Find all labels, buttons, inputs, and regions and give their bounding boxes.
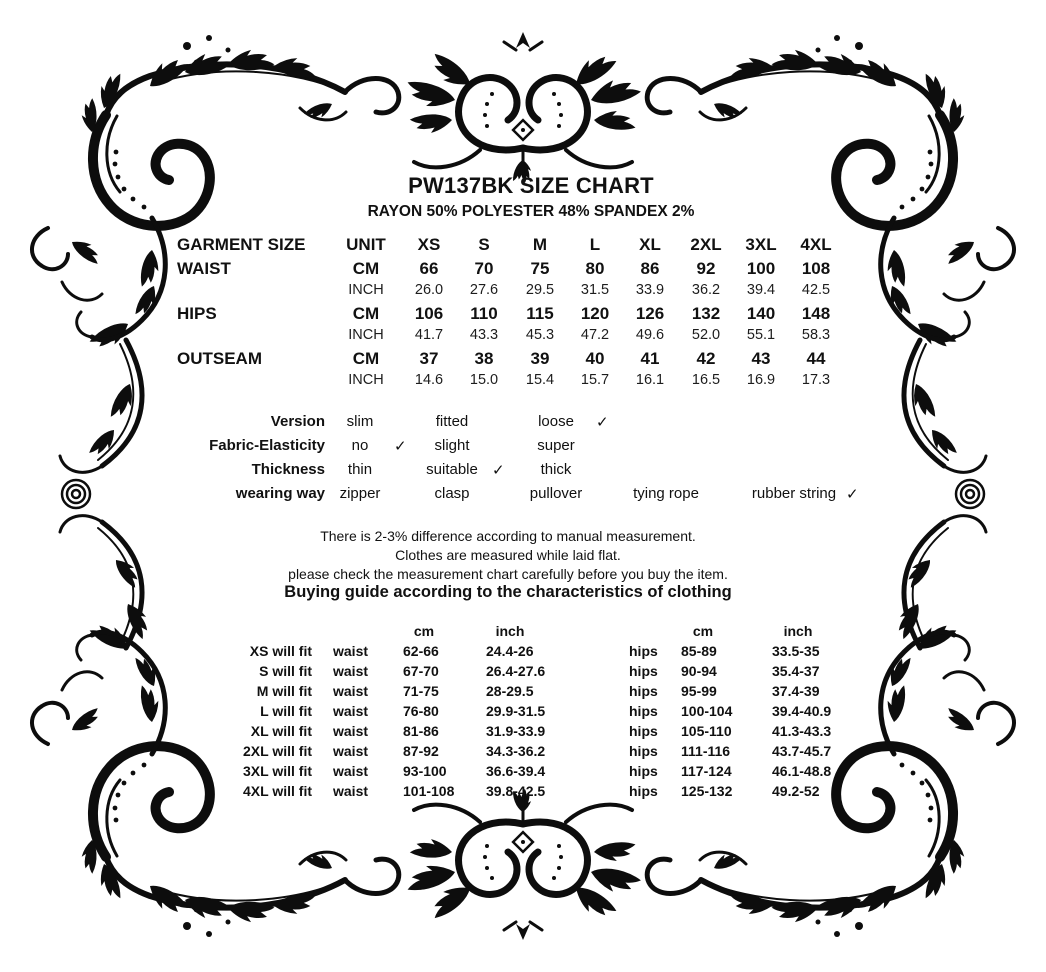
guide-part: waist [333, 703, 369, 719]
attribute-option: tying rope [633, 485, 699, 502]
unit-cell: CM [352, 349, 380, 368]
value-cell: 132 [691, 304, 721, 323]
value-cell: 110 [470, 304, 498, 323]
guide-cm-range: 90-94 [681, 663, 717, 679]
value-cell: 49.6 [635, 327, 665, 343]
attribute-option: pullover [529, 485, 583, 502]
value-cell: 70 [474, 259, 494, 278]
attribute-option: no [351, 437, 369, 454]
guide-inch-range: 33.5-35 [772, 643, 820, 659]
guide-size: 4XL will fit [243, 783, 312, 799]
page-title: PW137BK SIZE CHART [408, 173, 654, 198]
value-cell: 15.0 [469, 372, 499, 388]
guide-part: hips [629, 643, 658, 659]
value-cell: 17.3 [801, 372, 831, 388]
value-cell: 66 [419, 259, 439, 278]
guide-cm-range: 76-80 [403, 703, 439, 719]
value-cell: 115 [526, 304, 554, 323]
guide-size: XL will fit [250, 723, 312, 739]
value-cell: 44 [806, 349, 826, 368]
guide-inch-range: 29.9-31.5 [486, 703, 546, 719]
guide-part: waist [333, 683, 369, 699]
guide-row [0, 723, 1046, 741]
value-cell: 26.0 [414, 282, 444, 298]
value-cell: XL [639, 235, 661, 254]
checkmark-icon: ✓ [492, 462, 505, 479]
guide-inch-range: 28-29.5 [486, 683, 534, 699]
value-cell: 15.7 [580, 372, 610, 388]
guide-inch-range: 46.1-48.8 [772, 763, 832, 779]
buying-guide-title: Buying guide according to the characteristics of clothing [284, 583, 732, 601]
guide-size: L will fit [260, 703, 312, 719]
guide-cm-range: 85-89 [681, 643, 717, 659]
value-cell: 126 [635, 304, 665, 323]
attribute-option: clasp [434, 485, 470, 502]
value-cell: 38 [474, 349, 494, 368]
row-label: HIPS [177, 304, 217, 323]
guide-cm-range: 71-75 [403, 683, 439, 699]
guide-row [0, 643, 1046, 661]
value-cell: 43 [751, 349, 771, 368]
col-header: cm [413, 623, 435, 639]
value-cell: 75 [530, 259, 550, 278]
guide-cm-range: 117-124 [681, 763, 732, 779]
value-cell: 39.4 [746, 282, 776, 298]
guide-inch-range: 37.4-39 [772, 683, 820, 699]
guide-part: waist [333, 643, 369, 659]
guide-row [0, 743, 1046, 761]
value-cell: 45.3 [525, 327, 555, 343]
attribute-label: wearing way [235, 485, 325, 502]
value-cell: 36.2 [691, 282, 721, 298]
guide-size: M will fit [256, 683, 312, 699]
guide-cm-range: 95-99 [681, 683, 717, 699]
guide-part: hips [629, 763, 658, 779]
value-cell: M [532, 235, 548, 254]
note-line: please check the measurement chart carefully before you buy the item. [288, 566, 728, 582]
value-cell: 100 [746, 259, 776, 278]
value-cell: 86 [640, 259, 660, 278]
guide-part: hips [629, 723, 658, 739]
guide-inch-range: 35.4-37 [772, 663, 820, 679]
value-cell: 42.5 [801, 282, 831, 298]
attribute-option: slight [434, 437, 470, 454]
attribute-label: Thickness [251, 461, 325, 478]
col-header: inch [783, 623, 813, 639]
guide-inch-range: 36.6-39.4 [486, 763, 546, 779]
guide-part: hips [629, 683, 658, 699]
guide-inch-range: 43.7-45.7 [772, 743, 832, 759]
guide-cm-range: 62-66 [403, 643, 439, 659]
value-cell: 52.0 [691, 327, 721, 343]
unit-cell: INCH [348, 282, 384, 298]
guide-cm-range: 87-92 [403, 743, 439, 759]
attribute-option: slim [346, 413, 374, 430]
attribute-label: Version [270, 413, 325, 430]
guide-cm-range: 100-104 [681, 703, 733, 719]
guide-size: 3XL will fit [243, 763, 312, 779]
guide-inch-range: 24.4-26 [486, 643, 534, 659]
attribute-option: suitable [426, 461, 478, 478]
value-cell: 108 [801, 259, 831, 278]
guide-row [0, 663, 1046, 681]
note-line: Clothes are measured while laid flat. [395, 547, 621, 563]
value-cell: 33.9 [635, 282, 665, 298]
guide-inch-range: 31.9-33.9 [486, 723, 546, 739]
guide-cm-range: 81-86 [403, 723, 439, 739]
unit-cell: INCH [348, 327, 384, 343]
value-cell: 16.1 [635, 372, 665, 388]
value-cell: L [589, 235, 601, 254]
row-label: GARMENT SIZE [177, 235, 306, 254]
guide-cm-range: 111-116 [681, 743, 731, 759]
guide-cm-range: 105-110 [681, 723, 732, 739]
guide-row [0, 683, 1046, 701]
value-cell: 29.5 [525, 282, 555, 298]
guide-part: waist [333, 783, 369, 799]
row-label: OUTSEAM [177, 349, 262, 368]
value-cell: 140 [746, 304, 776, 323]
note-line: There is 2-3% difference according to manual measurement. [320, 528, 696, 544]
guide-size: 2XL will fit [243, 743, 312, 759]
value-cell: 37 [419, 349, 439, 368]
value-cell: 27.6 [469, 282, 499, 298]
guide-row [0, 703, 1046, 721]
guide-cm-range: 125-132 [681, 783, 733, 799]
checkmark-icon: ✓ [596, 414, 609, 431]
value-cell: 16.9 [746, 372, 776, 388]
guide-part: waist [333, 743, 369, 759]
value-cell: S [478, 235, 490, 254]
guide-part: hips [629, 663, 658, 679]
guide-part: hips [629, 743, 658, 759]
unit-cell: UNIT [346, 235, 386, 254]
guide-inch-range: 39.4-40.9 [772, 703, 832, 719]
unit-cell: CM [352, 259, 380, 278]
col-header: inch [495, 623, 525, 639]
guide-inch-range: 39.8-42.5 [486, 783, 546, 799]
value-cell: 42 [696, 349, 716, 368]
value-cell: 4XL [800, 235, 832, 254]
guide-part: hips [629, 703, 658, 719]
attribute-option: fitted [435, 413, 469, 430]
guide-inch-range: 49.2-52 [772, 783, 820, 799]
value-cell: 3XL [745, 235, 777, 254]
guide-part: hips [629, 783, 658, 799]
value-cell: 2XL [690, 235, 722, 254]
value-cell: 16.5 [691, 372, 721, 388]
attribute-option: loose [538, 413, 574, 430]
attribute-option: zipper [339, 485, 381, 502]
guide-row [0, 783, 1046, 801]
guide-cm-range: 67-70 [403, 663, 439, 679]
unit-cell: INCH [348, 372, 384, 388]
guide-row [0, 763, 1046, 781]
guide-size: S will fit [259, 663, 312, 679]
value-cell: 148 [801, 304, 831, 323]
value-cell: 40 [585, 349, 605, 368]
value-cell: 15.4 [525, 372, 555, 388]
attribute-option: thick [540, 461, 572, 478]
guide-part: waist [333, 763, 369, 779]
value-cell: 31.5 [580, 282, 610, 298]
checkmark-icon: ✓ [394, 438, 407, 455]
value-cell: 39 [530, 349, 550, 368]
fabric-composition: RAYON 50% POLYESTER 48% SPANDEX 2% [367, 203, 695, 220]
value-cell: 55.1 [746, 327, 776, 343]
guide-inch-range: 26.4-27.6 [486, 663, 546, 679]
guide-header-row [0, 623, 1046, 641]
guide-cm-range: 101-108 [403, 783, 455, 799]
attribute-option: rubber string [751, 485, 837, 502]
value-cell: 106 [414, 304, 444, 323]
guide-cm-range: 93-100 [403, 763, 447, 779]
value-cell: 92 [696, 259, 716, 278]
value-cell: XS [417, 235, 441, 254]
value-cell: 14.6 [414, 372, 444, 388]
unit-cell: CM [352, 304, 380, 323]
value-cell: 80 [585, 259, 605, 278]
attribute-option: thin [347, 461, 373, 478]
value-cell: 41 [640, 349, 660, 368]
row-label: WAIST [177, 259, 231, 278]
value-cell: 58.3 [801, 327, 831, 343]
col-header: cm [692, 623, 714, 639]
checkmark-icon: ✓ [846, 486, 859, 503]
attribute-option: super [537, 437, 575, 454]
value-cell: 47.2 [580, 327, 610, 343]
guide-part: waist [333, 723, 369, 739]
guide-inch-range: 41.3-43.3 [772, 723, 832, 739]
guide-size: XS will fit [249, 643, 312, 659]
value-cell: 120 [580, 304, 610, 323]
guide-inch-range: 34.3-36.2 [486, 743, 546, 759]
value-cell: 43.3 [469, 327, 499, 343]
value-cell: 41.7 [414, 327, 444, 343]
guide-part: waist [333, 663, 369, 679]
attribute-label: Fabric-Elasticity [209, 437, 325, 454]
